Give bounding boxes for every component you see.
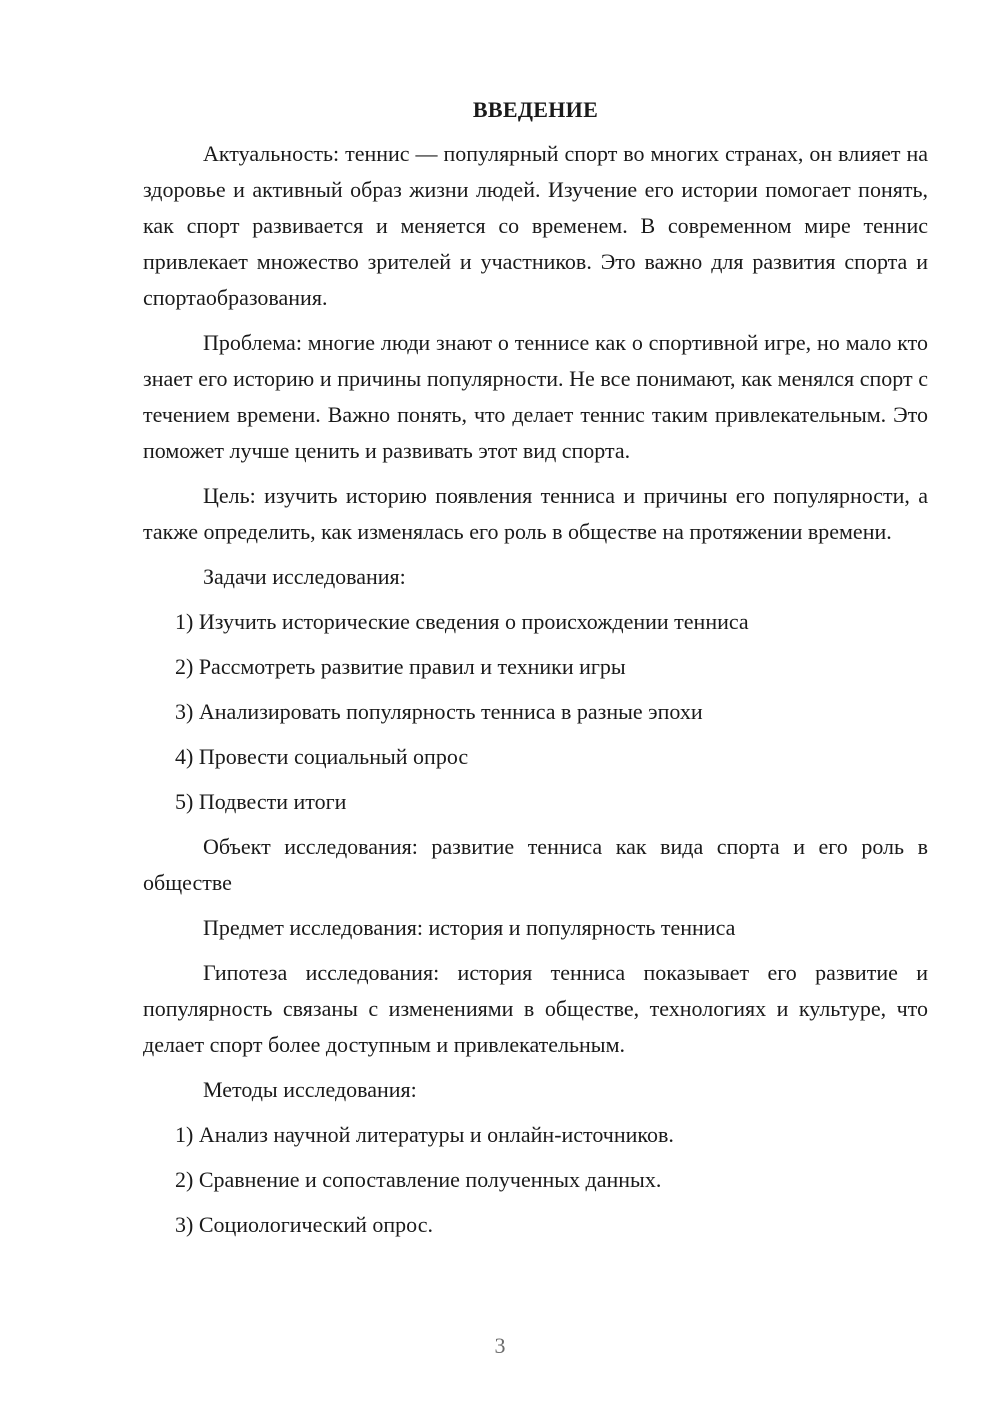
document-page bbox=[143, 96, 928, 1252]
hypothesis-paragraph: Гипотеза исследования: история тенниса показывает его развитие и популярность связаны с изменениями в обществе, технологиях и культуре, что делает спорт более доступным и привлекательным. bbox=[143, 960, 928, 1057]
relevance-paragraph: Актуальность: теннис — популярный спорт во многих странах, он влияет на здоровье и активный образ жизни людей. Изучение его истории помогает понять, как спорт развивается и меняется со временем. В современном мире теннис привлекает множество зрителей и участников. Это важно для развития спорта и спортаобразования. bbox=[143, 141, 928, 310]
page-title: ВВЕДЕНИЕ bbox=[472, 97, 599, 122]
methods-title: Методы исследования: bbox=[203, 1077, 417, 1102]
task-item: 2) Рассмотреть развитие правил и техники игры bbox=[175, 654, 626, 679]
page-number: 3 bbox=[494, 1333, 506, 1358]
tasks-title: Задачи исследования: bbox=[203, 564, 406, 589]
task-item: 4) Провести социальный опрос bbox=[175, 744, 469, 769]
task-item: 5) Подвести итоги bbox=[175, 789, 347, 814]
method-item: 1) Анализ научной литературы и онлайн-источников. bbox=[175, 1122, 674, 1147]
object-paragraph: Объект исследования: развитие тенниса как вида спорта и его роль в обществе bbox=[143, 834, 928, 895]
problem-paragraph: Проблема: многие люди знают о теннисе как о спортивной игре, но мало кто знает его историю и причины популярности. Не все понимают, как менялся спорт с течением времени. Важно понять, что делает теннис таким привлекательным. Это поможет лучше ценить и развивать этот вид спорта. bbox=[143, 330, 928, 463]
method-item: 3) Социологический опрос. bbox=[175, 1212, 433, 1237]
task-item: 3) Анализировать популярность тенниса в разные эпохи bbox=[175, 699, 703, 724]
task-item: 1) Изучить исторические сведения о происхождении тенниса bbox=[175, 609, 749, 634]
subject-line: Предмет исследования: история и популярность тенниса bbox=[203, 915, 736, 940]
method-item: 2) Сравнение и сопоставление полученных данных. bbox=[175, 1167, 662, 1192]
goal-paragraph: Цель: изучить историю появления тенниса и причины его популярности, а также определить, как изменялась его роль в обществе на протяжении времени. bbox=[143, 483, 928, 544]
